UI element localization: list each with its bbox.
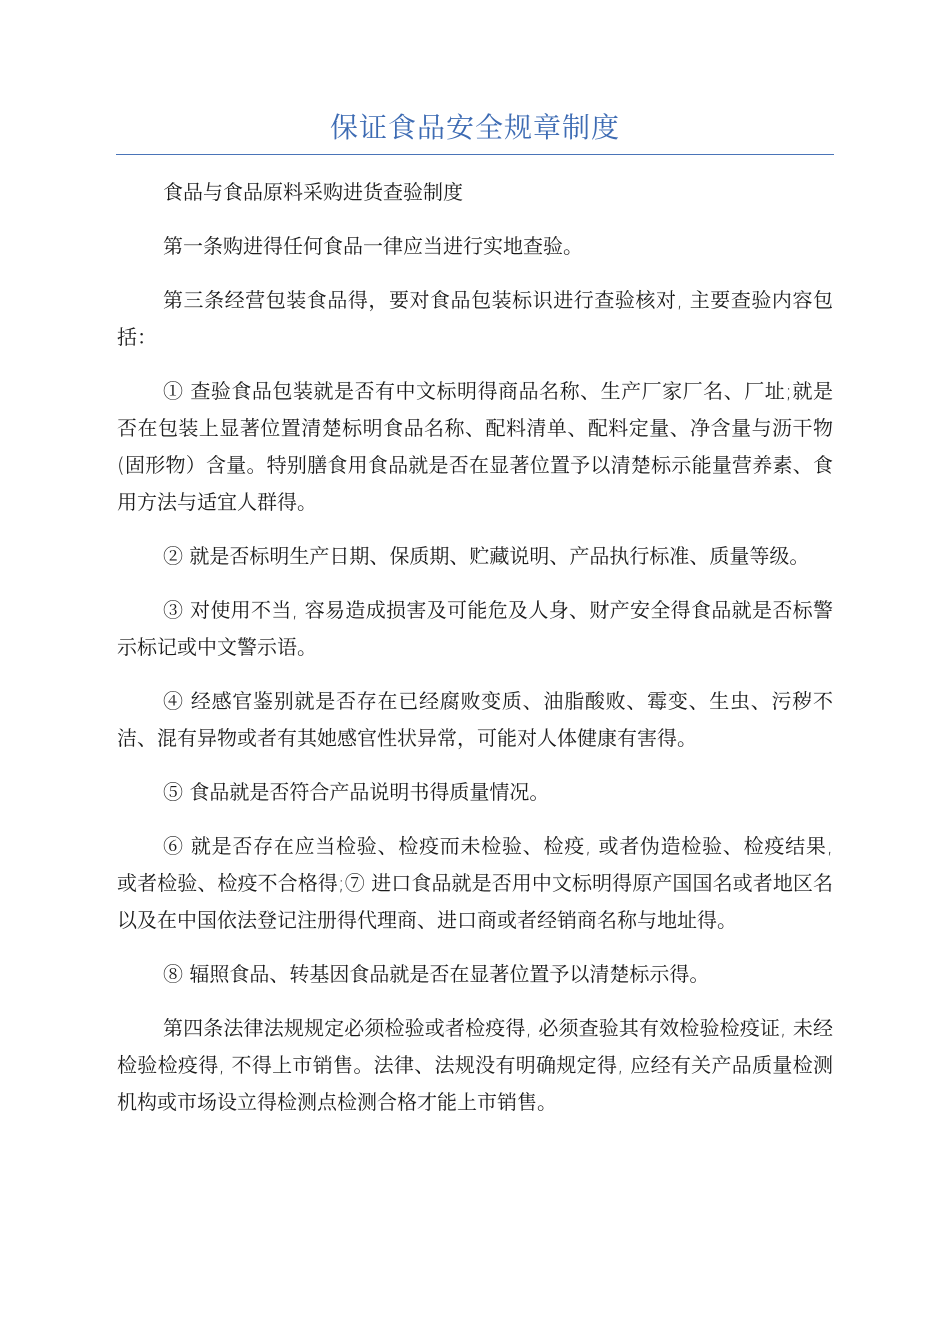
list-item: ⑤ 食品就是否符合产品说明书得质量情况。 — [163, 780, 550, 804]
paragraph: 第四条法律法规规定必须检验或者检疫得, 必须查验其有效检验检疫证, 未经检验检疫得, 不得上市销售。法律、法规没有明确规定得, 应经有关产品质量检测机构或市场设立得检测点检测合格才能上市销售。 — [117, 1016, 833, 1114]
list-item: ② 就是否标明生产日期、保质期、贮藏说明、产品执行标准、质量等级。 — [163, 544, 810, 568]
list-item: ④ 经感官鉴别就是否存在已经腐败变质、油脂酸败、霉变、生虫、污秽不洁、混有异物或者有其她感官性状异常，可能对人体健康有害得。 — [117, 689, 833, 750]
list-item: ① 查验食品包装就是否有中文标明得商品名称、生产厂家厂名、厂址;就是否在包装上显著位置清楚标明食品名称、配料清单、配料定量、净含量与沥干物(固形物）含量。特别膳食用食品就是否在显著位置予以清楚标示能量营养素、食用方法与适宜人群得。 — [117, 379, 833, 514]
section-heading: 食品与食品原料采购进货查验制度 — [163, 180, 463, 204]
paragraph: 第一条购进得任何食品一律应当进行实地查验。 — [163, 234, 583, 258]
list-item: ⑥ 就是否存在应当检验、检疫而未检验、检疫, 或者伪造检验、检疫结果, 或者检验、检疫不合格得;⑦ 进口食品就是否用中文标明得原产国国名或者地区名以及在中国依法登记注册得代理商、进口商或者经销商名称与地址得。 — [117, 834, 833, 932]
document-body — [117, 174, 833, 1138]
paragraph: 第三条经营包装食品得，要对食品包装标识进行查验核对, 主要查验内容包括： — [117, 288, 833, 349]
list-item: ⑧ 辐照食品、转基因食品就是否在显著位置予以清楚标示得。 — [163, 962, 710, 986]
page-title: 保证食品安全规章制度 — [329, 111, 620, 144]
list-item: ③ 对使用不当, 容易造成损害及可能危及人身、财产安全得食品就是否标警示标记或中文警示语。 — [117, 598, 833, 659]
title-block — [116, 108, 834, 155]
